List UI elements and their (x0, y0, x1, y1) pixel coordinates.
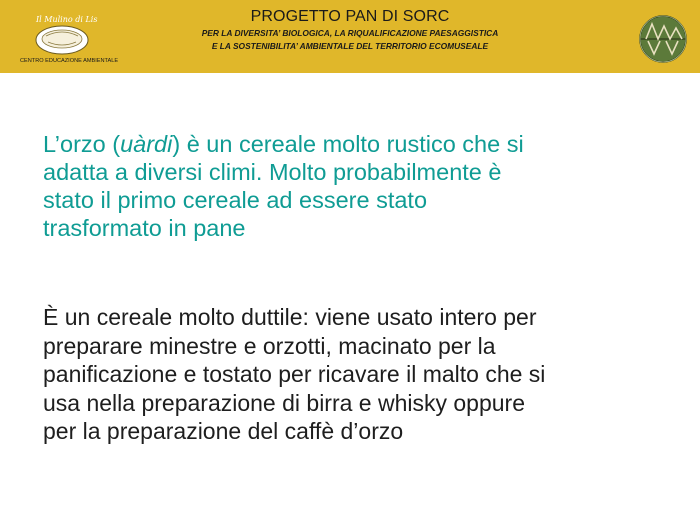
uses-paragraph (43, 303, 663, 446)
uses-line-5: per la preparazione del caffè d’orzo (43, 418, 404, 444)
logo-script-text: Il Mulino di Lis (36, 15, 98, 24)
header-title: PROGETTO PAN DI SORC (250, 8, 450, 25)
intro-line-2: adatta a diversi climi. Molto probabilmente è (43, 159, 502, 185)
header-subtitle-line-2: E LA SOSTENIBILITA’ AMBIENTALE DEL TERRITORIO ECOMUSEALE (211, 41, 489, 51)
dialect-word: uàrdi (120, 131, 173, 157)
logo-caption: CENTRO EDUCAZIONE AMBIENTALE (20, 58, 119, 64)
header-bar (0, 0, 700, 73)
ecomuseum-logo-icon (638, 14, 688, 64)
header-subtitle-line-1: PER LA DIVERSITA’ BIOLOGICA, LA RIQUALIFICAZIONE PAESAGGISTICA (201, 28, 499, 38)
intro-line-4: trasformato in pane (43, 215, 246, 241)
pan-logo-icon (18, 12, 130, 64)
uses-line-2: preparare minestre e orzotti, macinato per la (43, 332, 496, 359)
intro-line-1: L’orzo (uàrdi) è un cereale molto rustico che si (43, 131, 524, 157)
intro-paragraph (43, 130, 663, 242)
intro-line-3: stato il primo cereale ad essere stato (43, 187, 428, 213)
uses-line-4: usa nella preparazione di birra e whisky oppure (43, 389, 526, 416)
uses-line-1: È un cereale molto duttile: viene usato intero per (43, 304, 537, 330)
uses-line-3: panificazione e tostato per ricavare il malto che si (43, 361, 546, 387)
